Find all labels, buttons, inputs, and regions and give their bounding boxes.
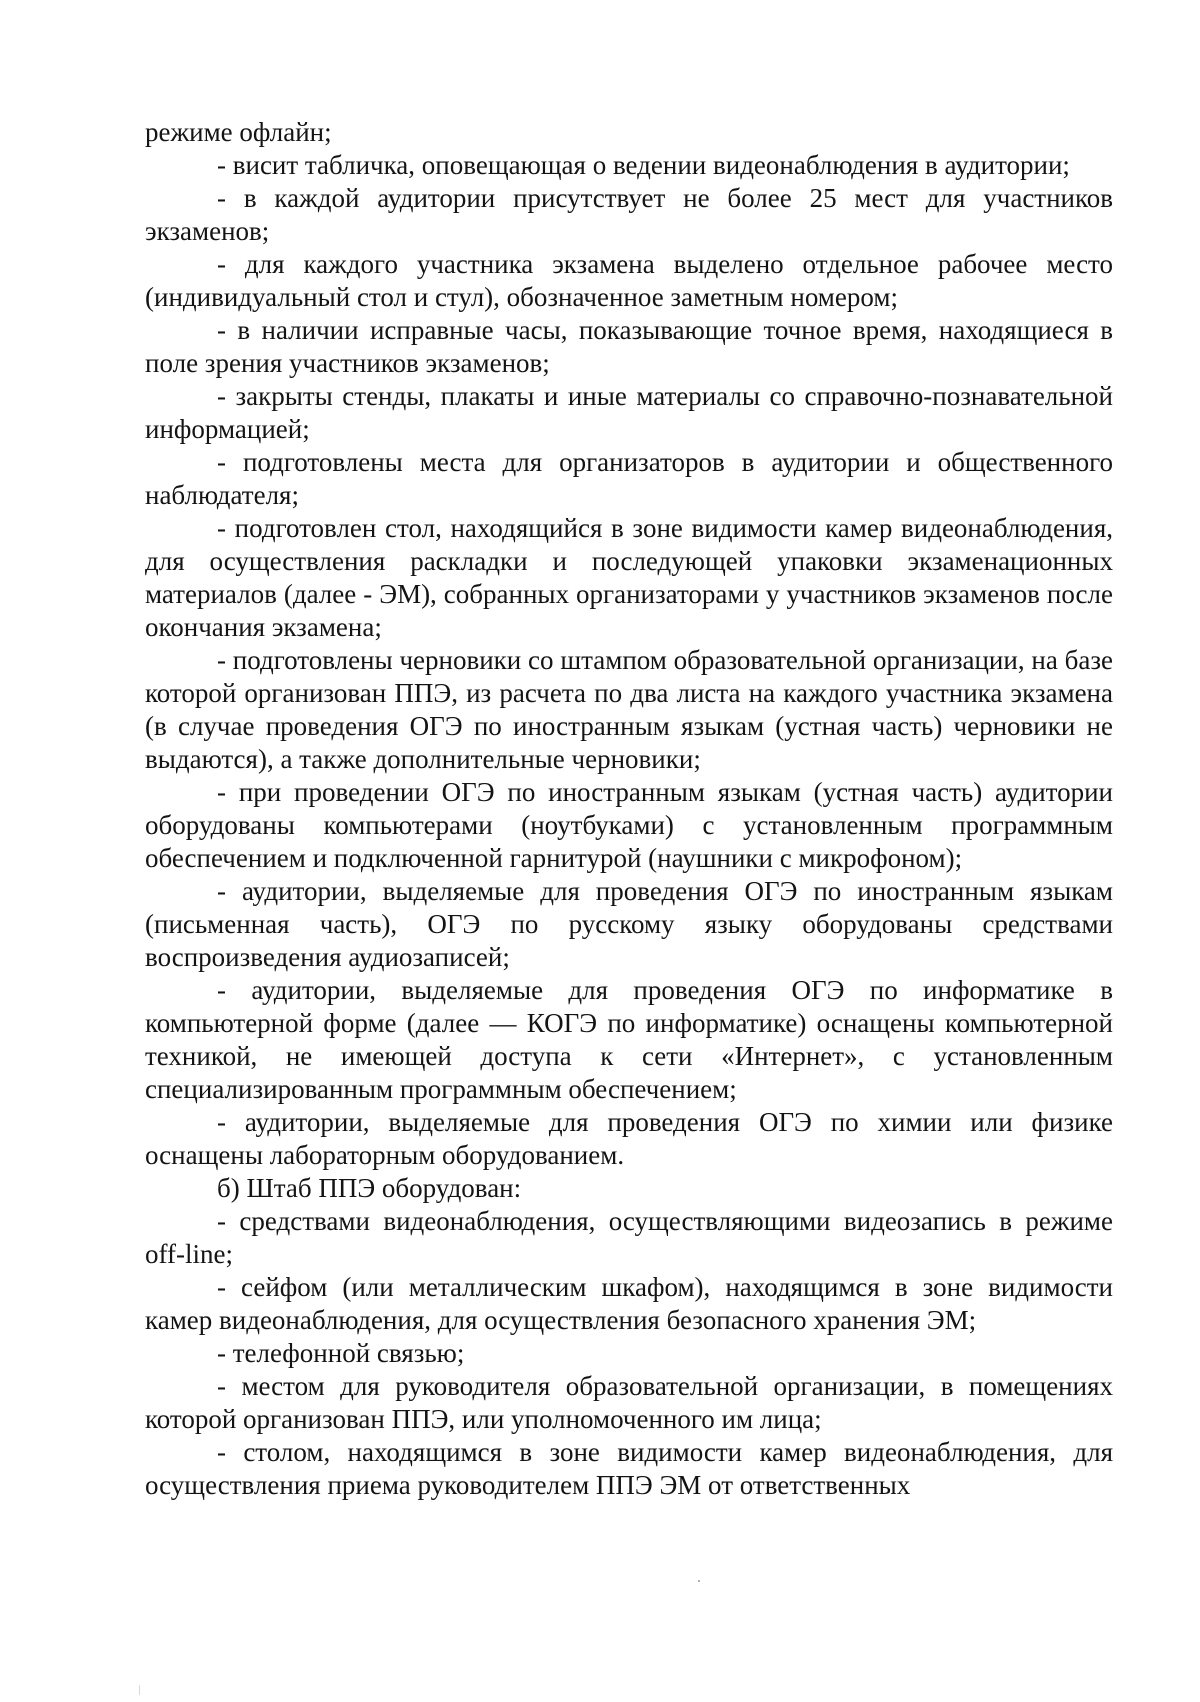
scan-speck <box>698 1580 700 1582</box>
list-item: - подготовлены места для организаторов в аудитории и общественного наблюдателя; <box>145 447 1113 510</box>
list-item: - при проведении ОГЭ по иностранным языкам (устная часть) аудитории оборудованы компьютерами (ноутбуками) с установленным программным обеспечением и подключенной гарнитурой (наушники с микрофоном); <box>145 777 1113 873</box>
document-body <box>145 116 1113 1502</box>
list-item: - для каждого участника экзамена выделено отдельное рабочее место (индивидуальный стол и стул), обозначенное заметным номером; <box>145 249 1113 312</box>
list-item: - в наличии исправные часы, показывающие точное время, находящиеся в поле зрения участников экзаменов; <box>145 315 1113 378</box>
list-item: - закрыты стенды, плакаты и иные материалы со справочно-познавательной информацией; <box>145 381 1113 444</box>
list-item: - местом для руководителя образовательной организации, в помещениях которой организован ППЭ, или уполномоченного им лица; <box>145 1371 1113 1434</box>
paragraph-continuation: режиме офлайн; <box>145 117 332 147</box>
list-item: - висит табличка, оповещающая о ведении видеонаблюдения в аудитории; <box>217 150 1070 180</box>
section-heading: б) Штаб ППЭ оборудован: <box>217 1173 522 1203</box>
list-item: - средствами видеонаблюдения, осуществляющими видеозапись в режиме off-line; <box>145 1206 1113 1269</box>
list-item: - в каждой аудитории присутствует не более 25 мест для участников экзаменов; <box>145 183 1113 246</box>
list-item: - аудитории, выделяемые для проведения ОГЭ по химии или физике оснащены лабораторным оборудованием. <box>145 1107 1113 1170</box>
list-item: - столом, находящимся в зоне видимости камер видеонаблюдения, для осуществления приема руководителем ППЭ ЭМ от ответственных <box>145 1437 1113 1500</box>
list-item: - телефонной связью; <box>217 1338 465 1368</box>
list-item: - сейфом (или металлическим шкафом), находящимся в зоне видимости камер видеонаблюдения, для осуществления безопасного хранения ЭМ; <box>145 1272 1113 1335</box>
scan-edge-mark <box>139 1685 140 1695</box>
list-item: - аудитории, выделяемые для проведения ОГЭ по иностранным языкам (письменная часть), ОГЭ по русскому языку оборудованы средствами воспроизведения аудиозаписей; <box>145 876 1113 972</box>
list-item: - подготовлен стол, находящийся в зоне видимости камер видеонаблюдения, для осуществления раскладки и последующей упаковки экзаменационных материалов (далее - ЭМ), собранных организаторами у участников экзаменов после окончания экзамена; <box>145 513 1113 642</box>
list-item: - аудитории, выделяемые для проведения ОГЭ по информатике в компьютерной форме (далее — КОГЭ по информатике) оснащены компьютерной техникой, не имеющей доступа к сети «Интернет», с установленным специализированным программным обеспечением; <box>145 975 1113 1104</box>
list-item: - подготовлены черновики со штампом образовательной организации, на базе которой организован ППЭ, из расчета по два листа на каждого участника экзамена (в случае проведения ОГЭ по иностранным языкам (устная часть) черновики не выдаются), а также дополнительные черновики; <box>145 645 1113 774</box>
